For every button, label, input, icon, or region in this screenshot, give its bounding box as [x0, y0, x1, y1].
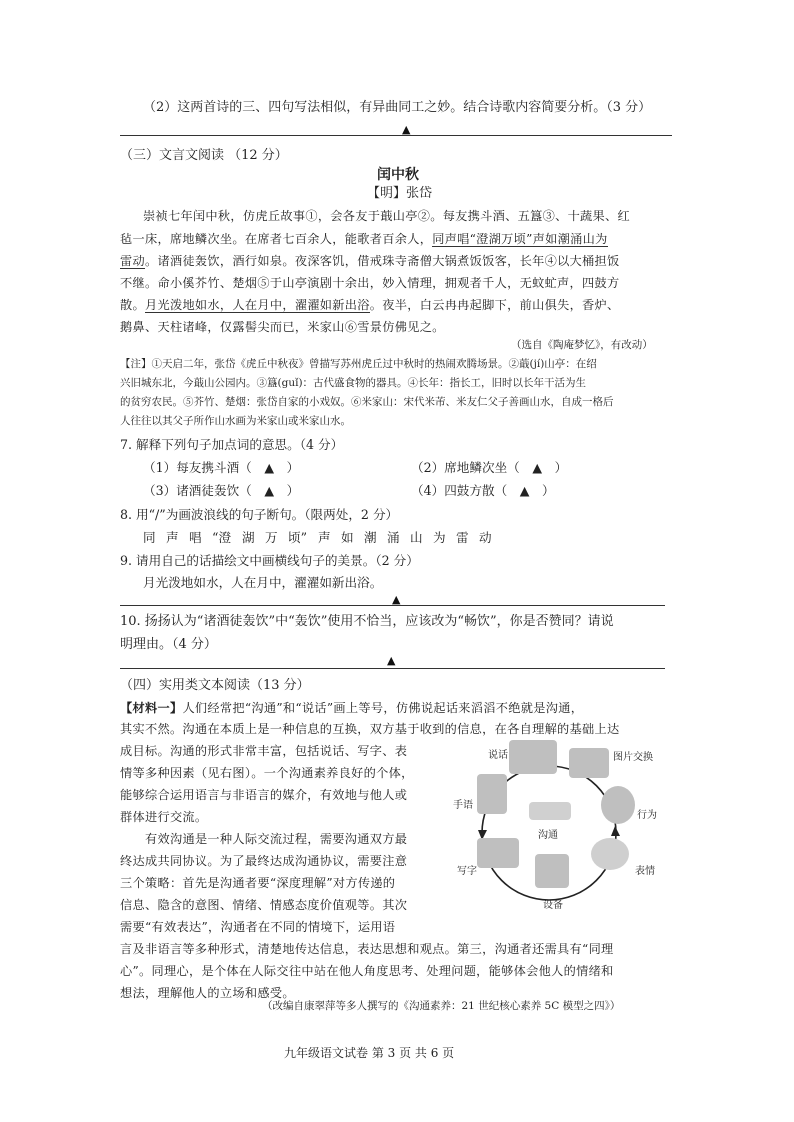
passage-line-3	[120, 251, 620, 272]
note-line-2: 兴旧城东北，今蕺山公园内。③簋(guǐ)：古代盛食物的器具。④长年：指长工，旧时以长年干活为生	[120, 377, 587, 389]
note-line-1: 【注】①天启二年，张岱《虎丘中秋夜》曾描写苏州虎丘过中秋时的热闹欢腾场景。②蕺(jí)山亭：在绍	[120, 358, 597, 370]
note-line-4: 人往往以其父子所作山水画为米家山或米家山水。	[120, 415, 351, 427]
writing-picture	[477, 838, 519, 868]
answer-mark: ▲	[387, 654, 396, 667]
q7-item-3: （3）诸酒徒轰饮（ ▲ ）	[143, 483, 300, 498]
device-picture	[535, 854, 569, 888]
page-footer: 九年级语文试卷 第 3 页 共 6 页	[284, 1046, 455, 1060]
material1-line-2: 其实不然。沟通在本质上是一种信息的互换，双方基于收到的信息，在各自理解的基础上达	[120, 722, 620, 736]
passage-title: 闰中秋	[377, 167, 419, 183]
label-picture-exchange: 图片交换	[613, 752, 653, 763]
answer-line	[120, 135, 672, 136]
question-9: 9. 请用自己的话描绘文中画横线句子的美景。（2 分）	[120, 553, 419, 568]
material1-line-7: 有效沟通是一种人际交流过程，需要沟通双方最	[145, 832, 408, 846]
material1-line-1: 【材料一】人们经常把“沟通”和“说话”画上等号，仿佛说起话来滔滔不绝就是沟通，	[120, 701, 584, 715]
material1-line-6: 群体进行交流。	[120, 810, 208, 824]
question-2: （2）这两首诗的三、四句写法相似，有异曲同工之妙。结合诗歌内容简要分析。（3 分）	[143, 100, 652, 115]
passage-line-6: 鹅鼻、天柱诸峰，仅露髻尖而已，米家山⑥雪景仿佛见之。	[120, 320, 445, 334]
answer-mark: ▲	[402, 123, 411, 136]
q7-item-4: （4）四鼓方散（ ▲ ）	[411, 483, 555, 498]
label-writing: 写字	[457, 866, 477, 877]
question-8: 8. 用“/”为画波浪线的句子断句。（限两处，2 分）	[120, 507, 399, 522]
material1-line-5: 能够综合运用语言与非语言的媒介，有效地与他人或	[120, 788, 408, 802]
expression-faces-picture	[591, 838, 629, 870]
label-expression: 表情	[635, 866, 655, 877]
passage-line-4: 不继。命小傒芥竹、楚烟⑤于山亭演剧十余出，妙入情理，拥观者千人，无蚊虻声，四鼓方	[120, 276, 620, 290]
answer-line	[120, 605, 665, 606]
speaking-picture	[509, 740, 557, 774]
center-label: 沟通	[538, 830, 558, 841]
q7-item-2: （2）席地鳞次坐（ ▲ ）	[411, 460, 568, 475]
passage-text: 毡一床，席地鳞次坐。在席者七百余人，能歌者百余人，	[120, 232, 433, 246]
passage-text: 散。	[120, 298, 145, 312]
material1-line-10: 信息、隐含的意图、情绪、情感态度价值观等。其次	[120, 898, 408, 912]
label-speaking: 说话	[488, 750, 508, 761]
answer-mark: ▲	[392, 593, 401, 606]
q7-item-1: （1）每友携斗酒（ ▲ ）	[143, 460, 300, 475]
passage-line-2	[120, 229, 608, 250]
passage-author: 【明】张岱	[367, 186, 433, 201]
sign-language-picture	[477, 774, 507, 814]
material1-line-13: 心”。同理心，是个体在人际交往中站在他人角度思考、处理问题，能够体会他人的情绪和	[120, 964, 614, 978]
material1-line-3: 成目标。沟通的形式非常丰富，包括说话、写字、表	[120, 744, 408, 758]
question-10-cont: 明理由。（4 分）	[120, 637, 217, 652]
q9-sentence: 月光泼地如水，人在月中，濯濯如新出浴。	[143, 575, 383, 590]
section4-heading: （四）实用类文本阅读（13 分）	[120, 678, 310, 693]
note-line-3: 的贫穷农民。⑤芥竹、楚烟：张岱自家的小戏奴。⑥米家山：宋代米芾、米友仁父子善画山水，自成一格后	[120, 396, 614, 408]
label-behavior: 行为	[637, 810, 657, 821]
passage-line-1: 崇祯七年闰中秋，仿虎丘故事①，会各友于蕺山亭②。每友携斗酒、五簋③、十蔬果、红	[143, 209, 631, 223]
material1-line-4: 情等多种因素（见右图）。一个沟通素养良好的个体，	[120, 766, 414, 780]
underlined-sentence: 月光泼地如水，人在月中，濯濯如新出浴	[144, 298, 370, 312]
material1-line-8: 终达成共同协议。为了最终达成沟通协议，需要注意	[120, 854, 408, 868]
wavy-underline-sentence: 同声唱“澄湖万顷”声如潮涌山为	[432, 232, 608, 246]
wavy-underline-end: 雷动	[120, 254, 145, 268]
question-10: 10. 扬扬认为“诸酒徒轰饮”中“轰饮”使用不恰当，应该改为“畅饮”，你是否赞同？请说	[120, 614, 614, 629]
q8-sentence: 同 声 唱 “澄 湖 万 顷” 声 如 潮 涌 山 为 雷 动	[143, 530, 492, 545]
material-label: 【材料一】	[120, 701, 183, 715]
passage-text: 。诸酒徒轰饮，酒行如泉。夜深客饥，借戒珠寺斋僧大锅煮饭饭客，长年④以大桶担饭	[144, 254, 620, 268]
section3-heading: （三）文言文阅读 （12 分）	[120, 148, 288, 163]
material1-line-9: 三个策略：首先是沟通者要“深度理解”对方传递的	[120, 876, 396, 890]
label-device: 设备	[543, 900, 563, 911]
passage-line-5	[120, 295, 620, 316]
question-7: 7. 解释下列句子加点词的意思。（4 分）	[120, 437, 344, 452]
material1-line-11: 需要“有效表达”，沟通者在不同的情境下，运用语	[120, 920, 396, 934]
material1-line-12: 言及非语言等多种形式，清楚地传达信息，表达思想和观点。第三，沟通者还需具有“同理	[120, 942, 614, 956]
material1-line-14: 想法，理解他人的立场和感受。	[120, 986, 295, 1000]
answer-line	[120, 668, 665, 669]
communication-diagram	[445, 738, 670, 913]
passage-text: 。夜半，白云冉冉起脚下，前山俱失，香炉、	[369, 298, 620, 312]
mouth-ear-picture	[529, 802, 571, 820]
passage-source: （选自《陶庵梦忆》，有改动）	[511, 339, 653, 351]
material1-source: （改编自康翠萍等多人撰写的《沟通素养：21 世纪核心素养 5C 模型之四》）	[262, 1000, 621, 1012]
behavior-picture	[601, 786, 635, 824]
picture-exchange-picture	[569, 748, 609, 778]
label-sign-language: 手语	[453, 800, 473, 811]
